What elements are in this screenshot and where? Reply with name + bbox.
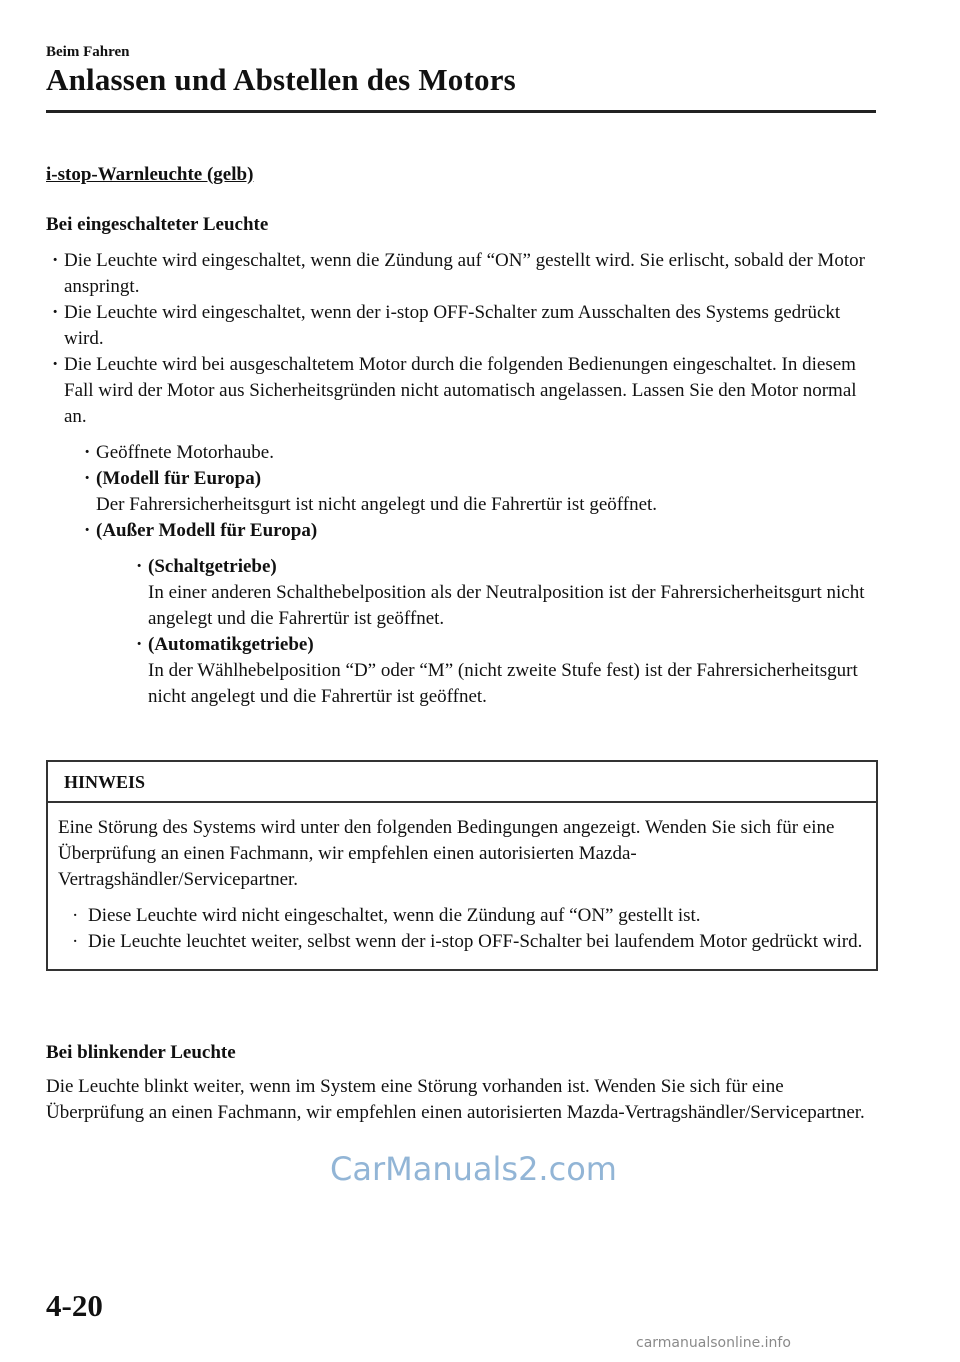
third-list-item <box>96 554 876 632</box>
third-item-heading: · (Schaltgetriebe) <box>148 556 277 577</box>
list-item: · Die Leuchte wird eingeschaltet, wenn der i-stop OFF-Schalter zum Ausschalten des Systems gedrückt wird. <box>46 300 876 352</box>
note-intro: Eine Störung des Systems wird unter den folgenden Bedingungen angezeigt. Wenden Sie sich für eine Überprüfung an einen Fachmann, wir empfehlen einen autorisierten Mazda-Vertragshändler/Servicepartner. <box>58 817 835 890</box>
sub-list-item: · Geöffnete Motorhaube. <box>64 440 876 466</box>
note-box <box>46 760 878 971</box>
note-list-item: · Diese Leuchte wird nicht eingeschaltet, wenn die Zündung auf “ON” gestellt ist. <box>58 903 864 929</box>
sub-item-heading: · (Modell für Europa) <box>96 468 262 489</box>
list-item-text: Die Leuchte wird bei ausgeschaltetem Motor durch die folgenden Bedienungen eingeschaltet. In diesem Fall wird der Motor aus Sicherheitsgründen nicht automatisch angelassen. Lassen Sie den Motor normal an. <box>64 354 857 427</box>
footer-watermark: carmanualsonline.info <box>636 1335 791 1351</box>
sub-item-text: Der Fahrersicherheitsgurt ist nicht angelegt und die Fahrertür ist geöffnet. <box>96 494 658 515</box>
blink-section <box>46 1040 876 1126</box>
blink-text: Die Leuchte blinkt weiter, wenn im System eine Störung vorhanden ist. Wenden Sie sich für eine Überprüfung an einen Fachmann, wir empfehlen einen autorisierten Mazda-Vertragshändler/Servicepartner. <box>46 1076 865 1123</box>
list-item <box>46 352 876 710</box>
list-item: · Die Leuchte wird eingeschaltet, wenn die Zündung auf “ON” gestellt wird. Sie erlischt, sobald der Motor anspringt. <box>46 248 876 300</box>
on-list <box>46 248 876 710</box>
watermark-logo: CarManuals2.com <box>330 1150 617 1188</box>
note-list-item: · Die Leuchte leuchtet weiter, selbst wenn der i-stop OFF-Schalter bei laufendem Motor gedrückt wird. <box>58 929 864 955</box>
page-title: Anlassen und Abstellen des Motors <box>46 62 516 97</box>
header-section-label: Beim Fahren <box>46 44 130 60</box>
note-body <box>48 803 876 969</box>
subsection-title-blink: Bei blinkender Leuchte <box>46 1042 236 1063</box>
page-number: 4-20 <box>46 1288 103 1323</box>
third-list <box>96 554 876 710</box>
third-item-heading: · (Automatikgetriebe) <box>148 634 314 655</box>
section-title: i-stop-Warnleuchte (gelb) <box>46 164 254 185</box>
note-heading: HINWEIS <box>48 762 876 803</box>
sub-item-heading: · (Außer Modell für Europa) <box>96 520 318 541</box>
third-item-text: In der Wählhebelposition “D” oder “M” (nicht zweite Stufe fest) ist der Fahrersicherheitsgurt nicht angelegt und die Fahrertür ist geöffnet. <box>148 660 858 707</box>
sub-list-item <box>64 466 876 518</box>
subsection-title-on: Bei eingeschalteter Leuchte <box>46 214 269 235</box>
header-divider <box>46 110 876 113</box>
third-item-text: In einer anderen Schalthebelposition als der Neutralposition ist der Fahrersicherheitsgurt nicht angelegt und die Fahrertür ist geöffnet. <box>148 582 865 629</box>
third-list-item <box>96 632 876 710</box>
note-list <box>58 903 864 955</box>
sub-list <box>64 440 876 710</box>
sub-list-item <box>64 518 876 710</box>
main-content <box>46 162 876 710</box>
